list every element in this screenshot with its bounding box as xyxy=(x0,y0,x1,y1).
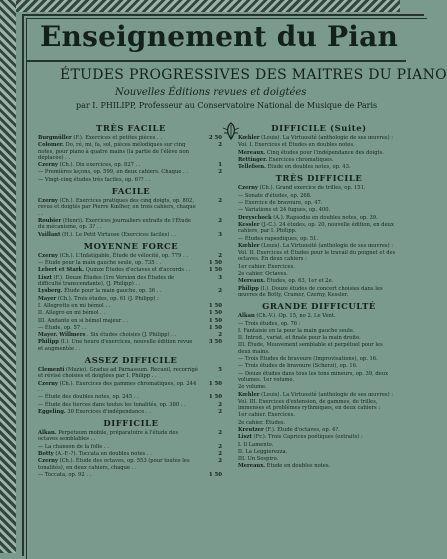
left-catalog-column xyxy=(38,122,224,553)
catalog-entry xyxy=(38,458,224,471)
catalog-entry xyxy=(38,296,224,302)
section-heading: ASSEZ DIFFICILE xyxy=(84,355,178,366)
catalog-entry xyxy=(238,207,400,213)
composer-name: Dreyschock xyxy=(238,214,272,221)
catalog-entry xyxy=(38,303,224,309)
work-description: II. Introd., variat. et finale pour la main droite. xyxy=(238,335,361,342)
work-description: (F.). Étude d'octaves, op. 4?. xyxy=(265,426,340,433)
composer-name: Alkan. xyxy=(38,430,57,437)
catalog-entry xyxy=(238,335,400,341)
composer-name: Mayer xyxy=(38,295,57,302)
work-description: 1er cahier. Exercices. xyxy=(238,263,295,270)
work-description: II. La Leggierezza. xyxy=(238,448,288,455)
price-value: 2 xyxy=(218,288,222,295)
work-description: 2e cahier. Études. xyxy=(238,419,286,426)
catalog-entry xyxy=(38,332,224,338)
price-value: 2 xyxy=(218,408,222,415)
catalog-entry xyxy=(38,177,224,183)
work-description: I. Allegretto en mi bémol . . xyxy=(38,302,111,309)
catalog-entry xyxy=(38,451,224,457)
work-description: — Trois études, op. 76 : xyxy=(238,320,301,327)
price-value: 2 xyxy=(218,217,222,224)
work-description: (Ch.-V.). Op. 15, no 2. Le Vent. xyxy=(256,313,336,320)
price-value: 1 xyxy=(218,162,222,169)
catalog-entry xyxy=(238,399,400,412)
work-description: Vol. III. Exercices d'extension, de gammes, de trilles, immenses et problèmes rythmiques, en deux cahiers : xyxy=(238,398,381,412)
work-description: 1er cahier. Exercices. xyxy=(238,412,295,419)
section-heading: TRÈS DIFFICILE xyxy=(275,173,363,184)
work-description: Étude en doubles notes, op. 43. xyxy=(267,164,351,171)
section-heading: DIFFICILE (Suite) xyxy=(271,123,367,133)
catalog-entry xyxy=(238,164,400,170)
section-heading: TRÈS FACILE xyxy=(96,123,166,133)
catalog-entry xyxy=(238,236,400,242)
catalog-entry xyxy=(38,169,224,175)
price-value: 3 xyxy=(218,231,222,238)
composer-name: Tellefsen. xyxy=(238,164,266,171)
catalog-entry xyxy=(238,449,400,455)
catalog-section xyxy=(38,418,224,478)
catalog-entry xyxy=(238,420,400,426)
price-value: 1 50 xyxy=(208,260,222,267)
catalog-entry xyxy=(238,427,400,433)
composer-name: Botty xyxy=(38,450,54,457)
catalog-section xyxy=(238,173,400,298)
composer-name: Mereaux. xyxy=(238,278,266,285)
work-description: (Henri). Exercices journaliers extraits de l'Étude du mécanisme, op. 3? . . xyxy=(38,217,191,231)
composer-name: Eggeling. xyxy=(38,408,66,415)
catalog-entry xyxy=(38,162,224,168)
work-description: (Ch.). Exercices pratiques des cinq doigts, op. 802, revus et doigtés par Pierre Kœlher, en trois cahiers, chaque . . xyxy=(38,198,196,217)
catalog-entry xyxy=(238,185,400,191)
work-description: (I.). Douze études de concert choisies dans les œuvres de Botty, Cramer, Czerny, Kessler. xyxy=(238,285,383,298)
price-value: 1 50 xyxy=(208,471,222,478)
catalog-entry xyxy=(38,444,224,450)
work-description: Vol. II. Exercices et Études pour le travail du poignet et des octaves. En deux cahiers : xyxy=(238,250,396,263)
composer-name: Czerny xyxy=(38,458,58,465)
catalog-entry xyxy=(238,371,400,384)
catalog-entry xyxy=(38,218,224,231)
composer-name: Philipp xyxy=(238,285,259,292)
decorative-border-left xyxy=(0,0,16,553)
price-value: 2 xyxy=(218,458,222,465)
work-description: III. Étude, Mouvement semblable et perpétuel pour les deux mains. xyxy=(238,342,383,355)
decorative-border-top xyxy=(0,0,400,12)
section-heading: FACILE xyxy=(111,186,151,197)
catalog-entry xyxy=(38,288,224,294)
composer-name: Lysberg. xyxy=(38,288,63,295)
work-description: (Ch.). Grand exercice de trilles, op. 151. xyxy=(259,185,366,192)
catalog-entry xyxy=(38,198,224,217)
work-description: Étude en doubles notes. xyxy=(266,463,331,470)
work-description: — Étude des tierces dans toutes les tonalités, op. 380 . . xyxy=(38,401,186,408)
catalog-entry xyxy=(238,264,400,270)
work-description: — Étude des doubles notes, op. 245 . . xyxy=(38,394,139,401)
work-description: Vol. I. Exercices et Études en doubles notes. xyxy=(238,142,355,149)
price-value: 2 xyxy=(218,450,222,457)
section-heading: MOYENNE FORCE xyxy=(83,240,179,251)
work-description: Quinze Études d'octaves et d'accords . . xyxy=(85,267,191,274)
work-description: — Vingt-cinq études très faciles, op. 6?? . . xyxy=(38,176,151,183)
price-value: 2 xyxy=(218,252,222,259)
catalog-section xyxy=(238,123,400,170)
author-line: par I. PHILIPP, Professeur au Conservatoire National de Musique de Paris xyxy=(76,101,378,110)
composer-name: Colomer. xyxy=(38,142,64,149)
work-description: — Variations et 24 fugues, op. 400. xyxy=(238,207,331,214)
catalog-section xyxy=(38,355,224,415)
price-value: 2 xyxy=(218,332,222,339)
catalog-entry xyxy=(238,157,400,163)
catalog-entry xyxy=(238,222,400,235)
work-description: Exercices chromatiques. xyxy=(268,156,334,163)
price-value: 3 50 xyxy=(208,339,222,346)
catalog-entry xyxy=(38,267,224,273)
work-description: (Louis). La Virtuosité (anthologie de ses œuvres) : xyxy=(261,135,394,141)
catalog-entry xyxy=(38,367,224,380)
price-value: 1 50 xyxy=(208,317,222,324)
work-description: — Étude pour la main gauche seule, op. 735 . . xyxy=(38,260,162,267)
composer-name: Clementi xyxy=(38,367,65,374)
catalog-entry xyxy=(238,342,400,355)
catalog-entry xyxy=(238,313,400,319)
catalog-entry xyxy=(238,243,400,249)
catalog-entry xyxy=(38,339,224,352)
catalog-entry xyxy=(38,430,224,443)
price-value: 1 50 xyxy=(208,310,222,317)
work-description: 2e volume. xyxy=(238,384,267,391)
work-description: (I.). Une heure d'exercices, nouvelle édition revue et augmentée . . xyxy=(38,339,193,352)
catalog-entry xyxy=(238,193,400,199)
work-description: Do, ré, mi, fa, sol, pièces mélodiques sur cinq notes, pour piano à quatre mains (la partie de l'élève non déplacée) . . xyxy=(38,142,189,161)
work-description: I. Il Lamento. xyxy=(238,441,274,448)
catalog-entry xyxy=(38,310,224,316)
section-heading: DIFFICILE xyxy=(103,418,159,429)
catalog-entry xyxy=(238,412,400,418)
composer-name: Kœhler xyxy=(238,242,260,249)
work-description: (H.). Le Petit Virtuose (Exercices faciles) . . xyxy=(62,231,176,238)
catalog-entry xyxy=(238,135,400,141)
catalog-entry xyxy=(238,271,400,277)
composer-name: Mereaux. xyxy=(238,463,266,470)
catalog-entry xyxy=(38,135,224,141)
work-description: — Douze études dans tous les tons mineurs, op. 39, deux volumes. 1er volume. xyxy=(238,370,389,383)
page-subtitle: ÉTUDES PROGRESSIVES DES MAITRES DU PIANO xyxy=(60,67,447,83)
catalog-entry xyxy=(38,325,224,331)
work-description: — Étude, op. 57 . . xyxy=(38,324,87,331)
composer-name: Czerny xyxy=(38,162,58,169)
work-description: Étude pour la main gauche, op. 36 . . xyxy=(64,288,162,295)
catalog-entry xyxy=(38,409,224,415)
work-description: Perpetuum mobile, préparatoire à l'étude des octaves semblables . . xyxy=(38,430,179,443)
catalog-entry xyxy=(238,456,400,462)
price-value: 1 50 xyxy=(208,267,222,274)
price-value: 2 xyxy=(218,142,222,149)
work-description: (Ch.). Trois études, op. 61 (J. Philipp) : xyxy=(57,295,159,302)
composer-name: Kœhler xyxy=(238,391,260,398)
catalog-entry xyxy=(238,392,400,398)
work-description: (F.). Douze Études (1re Version des Études de difficulté transcendante), (J. Philipp) . . xyxy=(38,274,175,288)
price-value: 1 50 xyxy=(208,394,222,401)
work-description: (F.). Exercices et petites pièces . . xyxy=(73,135,163,141)
price-value: 1 50 xyxy=(208,302,222,309)
catalog-entry xyxy=(238,321,400,327)
composer-name: Philipp xyxy=(38,339,59,346)
catalog-section xyxy=(38,123,224,183)
price-value: 2 xyxy=(218,443,222,450)
editions-line: Nouvelles Éditions revues et doigtées xyxy=(115,87,307,98)
catalog-entry xyxy=(38,394,224,400)
work-description: (J.-C.). 24 études, op. 20, nouvelle édition, en deux cahiers, par I. Philipp. xyxy=(238,221,394,235)
catalog-entry xyxy=(238,442,400,448)
composer-name: Czerny xyxy=(238,185,258,192)
composer-name: Alkan xyxy=(238,313,255,320)
work-description: (Ch.). Dix exercices, op. 827 . . xyxy=(59,162,141,169)
work-description: (Ch.). Étude des octaves, op. 553 (pour toutes les tonalités), en deux cahiers, chaque . . xyxy=(38,458,190,471)
catalog-entry xyxy=(38,232,224,238)
work-description: (Louis). La Virtuosité (anthologie de ses œuvres) : xyxy=(261,391,394,398)
catalog-entry xyxy=(238,384,400,390)
work-description: (Ch.). Exercices des gammes chromatiques, op. 244 . . xyxy=(38,380,197,393)
work-description: II. Allegro en mi bémol . . xyxy=(38,310,106,317)
price-value: 2 xyxy=(218,430,222,437)
composer-name: Kreutzer xyxy=(238,426,264,433)
catalog-entry xyxy=(38,253,224,259)
composer-name: Liszt xyxy=(38,274,52,281)
price-value: 2 xyxy=(218,198,222,205)
composer-name: Kœhler xyxy=(238,135,260,141)
work-description: 30 Exercices d'indépendance . . xyxy=(67,408,151,415)
catalog-entry xyxy=(238,328,400,334)
catalog-entry xyxy=(238,150,400,156)
catalog-entry xyxy=(38,402,224,408)
price-value: 1 50 xyxy=(208,380,222,387)
right-catalog-column xyxy=(238,122,400,553)
catalog-section xyxy=(38,186,224,238)
price-value: 3 xyxy=(218,274,222,281)
work-description: Études, op. 63, 1er et 2e. xyxy=(266,278,334,285)
composer-name: Mayer. Willmers xyxy=(38,332,86,339)
work-description: 2e cahier. Octaves. xyxy=(238,271,288,278)
catalog-entry xyxy=(238,434,400,440)
work-description: — Trois études de bravoure (Scherzi), op. 16. xyxy=(238,363,358,370)
catalog-entry xyxy=(238,200,400,206)
price-value: 2 xyxy=(218,401,222,408)
price-value: 2 xyxy=(218,169,222,176)
work-description: (Louis). La Virtuosité (anthologie de ses œuvres) : xyxy=(261,242,394,249)
catalog-entry xyxy=(38,260,224,266)
catalog-entry xyxy=(238,142,400,148)
composer-name: Czerny xyxy=(38,252,58,259)
price-value: 2 50 xyxy=(208,135,222,141)
catalog-entry xyxy=(38,275,224,288)
catalog-entry xyxy=(38,381,224,394)
work-description: (Muzio). Gradus ad Parnassum. Recueil, recorrigé et révisé choisies et doigtées par I. Philipp . . xyxy=(38,367,198,380)
page-title: Enseignement du Pian xyxy=(40,20,399,53)
composer-name: Czerny xyxy=(38,198,58,205)
price-value: 5 xyxy=(218,367,222,374)
work-description: — Exercice de bravoure, op. 47. xyxy=(238,200,323,207)
catalog-entry xyxy=(238,356,400,362)
catalog-section xyxy=(238,301,400,470)
composer-name: Lebert et Stark. xyxy=(38,267,84,274)
catalog-entry xyxy=(238,363,400,369)
composer-name: Liszt xyxy=(238,434,252,441)
catalog-entry xyxy=(238,215,400,221)
work-description: (Ch.). L'Infatigable, Étude de vélocité, op. 779 . . xyxy=(59,252,188,259)
catalog-entry xyxy=(238,250,400,263)
work-description: — Sonate d'études, op. 268. xyxy=(238,192,312,199)
catalog-entry xyxy=(238,463,400,469)
work-description: — Études rapsodiques, op. 51. xyxy=(238,235,319,242)
section-heading: GRANDE DIFFICULTÉ xyxy=(262,301,376,312)
work-description: — Premières leçons, op. 599, en deux cahiers. Chaque . . xyxy=(38,169,188,176)
catalog-entry xyxy=(38,472,224,478)
work-description: (A.-F.-?). Toccata en doubles notes . . xyxy=(55,450,152,457)
work-description: I. Fantaisie en la pour la main gauche seule. xyxy=(238,327,355,334)
catalog-entry xyxy=(238,286,400,299)
work-description: III. Un Sospiro. xyxy=(238,456,279,463)
composer-name: Roubier xyxy=(38,217,62,224)
composer-name: Kessler xyxy=(238,221,260,228)
composer-name: Burgmüller xyxy=(38,135,72,141)
catalog-section xyxy=(38,241,224,352)
work-description: III. Andante en si bémol majeur . . xyxy=(38,317,128,324)
work-description: Cinq études pour l'indépendance des doigts. xyxy=(266,149,384,156)
catalog-entry xyxy=(238,278,400,284)
work-description: — La chanson de la folle . . xyxy=(38,443,109,450)
work-description: (A.). Rapsodie en doubles notes, op. 39. xyxy=(273,214,378,221)
work-description: — Trois Études de bravoure (Improvisations), op. 16. xyxy=(238,356,378,363)
work-description: (Fr.). Trois Caprices poétiques (extraits) : xyxy=(253,434,363,441)
composer-name: Rettinger. xyxy=(238,156,268,163)
price-value: 1 50 xyxy=(208,324,222,331)
work-description: . Six études choisies (J. Philipp) . . xyxy=(87,332,177,339)
work-description: — Toccata, op. 92 . . xyxy=(38,471,92,478)
catalog-entry xyxy=(38,318,224,324)
title-divider xyxy=(26,60,406,62)
catalog-entry xyxy=(38,142,224,161)
composer-name: Czerny xyxy=(38,380,58,387)
composer-name: Mereaux. xyxy=(238,149,266,156)
composer-name: Vaillant xyxy=(38,231,61,238)
